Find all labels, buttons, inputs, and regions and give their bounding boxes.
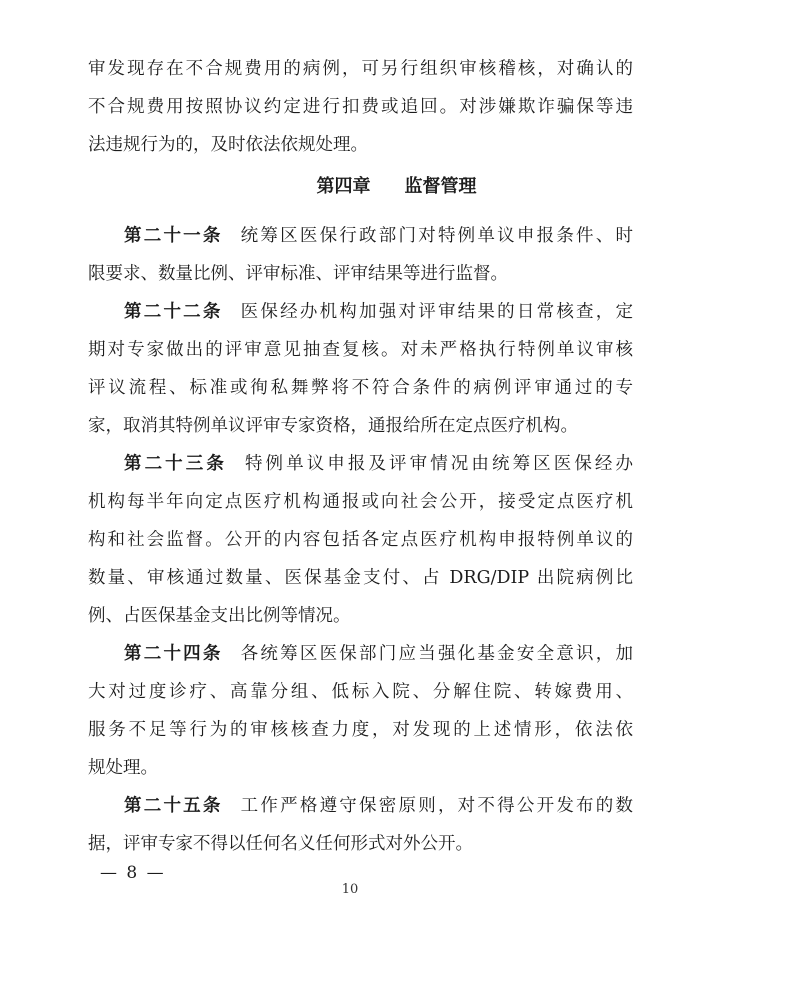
article-21-line: 限要求、数量比例、评审标准、评审结果等进行监督。 (88, 264, 508, 284)
page-number: — 8 — (100, 863, 166, 883)
article-24-line: 规处理。 (88, 758, 158, 778)
article-23-line (124, 445, 633, 483)
chapter-number: 第四章 (316, 176, 371, 197)
article-23-text: 特例单议申报及评审情况由统筹区医保经办 (244, 454, 633, 474)
article-22-text: 医保经办机构加强对评审结果的日常核查，定 (240, 302, 633, 322)
article-24-line (124, 635, 633, 673)
article-22-label: 第二十二条 (124, 302, 223, 322)
article-22-line: 评议流程、标准或徇私舞弊将不符合条件的病例评审通过的专 (88, 378, 633, 398)
article-25-label: 第二十五条 (124, 796, 223, 816)
article-21-label: 第二十一条 (124, 226, 223, 246)
article-22-line: 期对专家做出的评审意见抽查复核。对未严格执行特例单议审核 (88, 340, 633, 360)
chapter-heading (0, 168, 793, 206)
article-24-text: 各统筹区医保部门应当强化基金安全意识，加 (240, 644, 633, 664)
footer-page-index: 10 (341, 882, 359, 897)
article-23-label: 第二十三条 (124, 454, 227, 474)
article-22-line: 家，取消其特例单议评审专家资格，通报给所在定点医疗机构。 (88, 416, 578, 436)
article-25-text: 工作严格遵守保密原则，对不得公开发布的数 (240, 796, 633, 816)
article-24-line: 大对过度诊疗、高靠分组、低标入院、分解住院、转嫁费用、 (88, 682, 633, 702)
article-23-line: 数量、审核通过数量、医保基金支付、占 DRG/DIP 出院病例比 (88, 568, 633, 588)
article-23-line: 机构每半年向定点医疗机构通报或向社会公开，接受定点医疗机 (88, 492, 633, 512)
chapter-title: 监督管理 (404, 176, 477, 197)
article-24-line: 服务不足等行为的审核核查力度，对发现的上述情形，依法依 (88, 720, 633, 740)
article-22-line (124, 293, 633, 331)
article-21-line (124, 217, 633, 255)
article-25-line: 据，评审专家不得以任何名义任何形式对外公开。 (88, 834, 473, 854)
article-23-line: 构和社会监督。公开的内容包括各定点医疗机构申报特例单议的 (88, 530, 633, 550)
article-25-line (124, 787, 633, 825)
intro-line: 审发现存在不合规费用的病例，可另行组织审核稽核，对确认的 (88, 59, 633, 79)
article-21-text: 统筹区医保行政部门对特例单议申报条件、时 (240, 226, 633, 246)
intro-line: 法违规行为的，及时依法依规处理。 (88, 135, 368, 155)
article-24-label: 第二十四条 (124, 644, 223, 664)
article-23-line: 例、占医保基金支出比例等情况。 (88, 606, 351, 626)
intro-line: 不合规费用按照协议约定进行扣费或追回。对涉嫌欺诈骗保等违 (88, 97, 633, 117)
